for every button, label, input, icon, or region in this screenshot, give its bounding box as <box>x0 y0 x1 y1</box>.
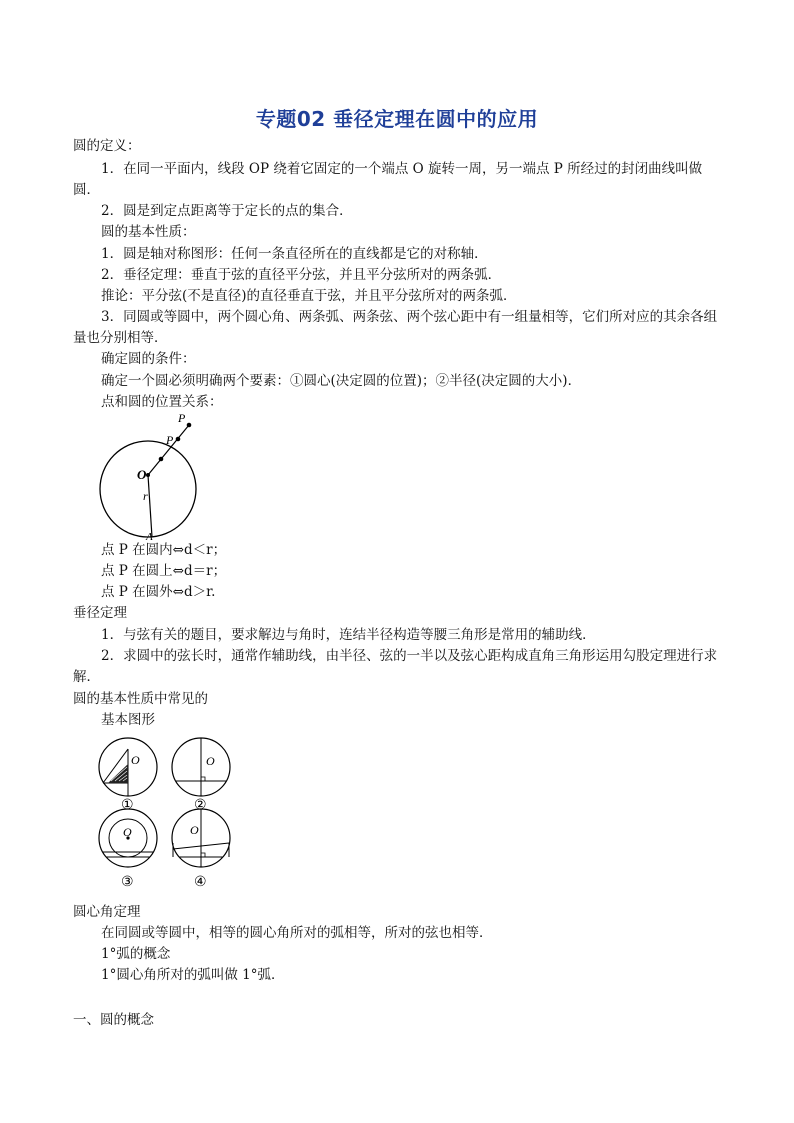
basic-figures-subheading: 基本图形 <box>101 712 155 728</box>
figure-4-center-label: O <box>190 823 199 837</box>
point-p-on <box>176 437 181 442</box>
point-circle-figure <box>95 412 205 542</box>
figure-1-center-label: O <box>131 753 140 767</box>
properties-item-1: 1．圆是轴对称图形：任何一条直径所在的直线都是它的对称轴． <box>101 246 488 262</box>
definition-item-1: 1．在同一平面内，线段 OP 绕着它固定的一个端点 O 旋转一周，另一端点 P 所经过的封闭曲线叫做圆． <box>73 161 703 198</box>
chord-theorem-heading: 垂径定理 <box>73 605 127 621</box>
figure-1 <box>99 738 157 813</box>
properties-item-2: 2．垂径定理：垂直于弦的直径平分弦，并且平分弦所对的两条弧． <box>101 267 502 283</box>
figure-4-label: ④ <box>194 875 207 890</box>
circle-outline <box>100 441 196 537</box>
basic-figures-grid <box>94 733 244 893</box>
central-angle-sub-2: 1°圆心角所对的弧叫做 1°弧． <box>101 967 285 983</box>
figure-3 <box>99 809 157 890</box>
central-angle-sub-1: 1°弧的概念 <box>101 946 171 962</box>
figure-2 <box>172 738 230 813</box>
chord-theorem-item-1: 1．与弦有关的题目，要求解边与角时，连结半径构造等腰三角形是常用的辅助线． <box>101 627 596 643</box>
determine-heading: 确定圆的条件： <box>101 351 196 367</box>
point-inside-rule: 点 P 在圆内⇔d＜r； <box>101 542 227 558</box>
central-angle-heading: 圆心角定理 <box>73 904 141 920</box>
properties-heading: 圆的基本性质： <box>101 224 196 240</box>
definition-item-2: 2．圆是到定点距离等于定长的点的集合． <box>101 203 353 219</box>
label-radius: r <box>143 489 148 503</box>
label-p-on: P <box>166 433 174 447</box>
chord-theorem-item-2: 2．求圆中的弦长时，通常作辅助线，由半径、弦的一半以及弦心距构成直角三角形运用勾股定理进行求解． <box>73 648 718 685</box>
figure-1-label: ① <box>121 798 134 813</box>
basic-figures-heading: 圆的基本性质中常见的 <box>73 691 208 707</box>
page-title: 专题02 垂径定理在圆中的应用 <box>255 107 539 131</box>
section-1-heading: 一、圆的概念 <box>73 1012 154 1028</box>
label-center: O <box>137 467 147 482</box>
label-a: A <box>146 531 153 542</box>
central-angle-text: 在同圆或等圆中，相等的圆心角所对的弧相等，所对的弦也相等． <box>101 925 493 941</box>
figure-3-label: ③ <box>121 875 134 890</box>
figure-2-label: ② <box>194 798 207 813</box>
point-circle-heading: 点和圆的位置关系： <box>101 394 223 410</box>
radius-line <box>148 475 152 537</box>
properties-corollary: 推论：平分弦(不是直径)的直径垂直于弦，并且平分弦所对的两条弧． <box>101 288 517 304</box>
point-on-rule: 点 P 在圆上⇔d＝r； <box>101 563 227 579</box>
point-p-inside <box>159 457 164 462</box>
figure-2-center-label: O <box>206 754 215 768</box>
definition-heading: 圆的定义： <box>73 138 141 154</box>
figure-3-center-label: O <box>123 825 132 839</box>
point-outside-rule: 点 P 在圆外⇔d＞r. <box>101 584 216 600</box>
properties-item-3: 3．同圆或等圆中，两个圆心角、两条弧、两条弦、两个弦心距中有一组量相等，它们所对应的其余各组量也分别相等． <box>73 309 718 346</box>
center-point <box>146 473 150 477</box>
determine-text: 确定一个圆必须明确两个要素：①圆心(决定圆的位置)；②半径(决定圆的大小)． <box>101 373 582 389</box>
figure-4 <box>172 809 230 890</box>
label-p-outside: P <box>178 412 186 425</box>
point-p-outside <box>187 423 192 428</box>
